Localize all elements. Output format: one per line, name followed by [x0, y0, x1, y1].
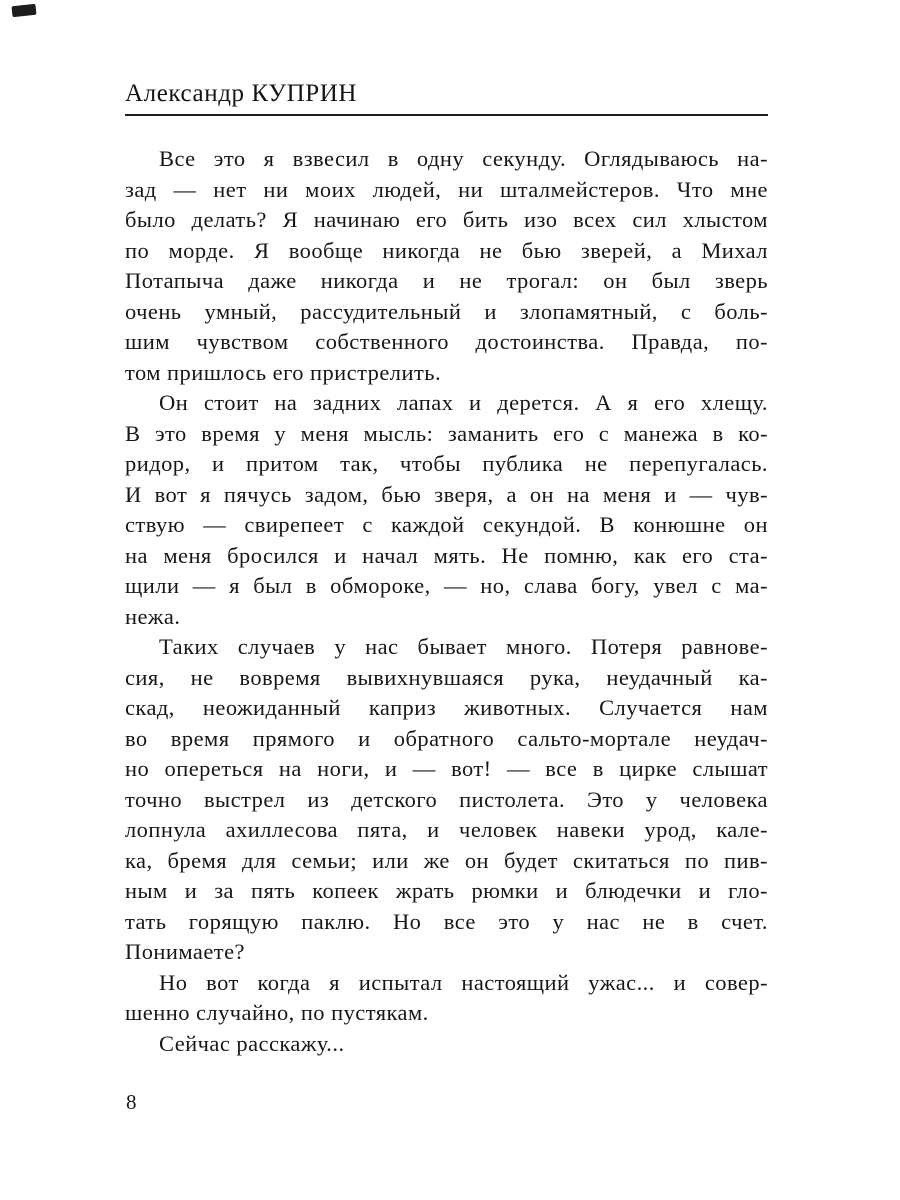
- text-line: ридор, и притом так, чтобы публика не перепугалась.: [125, 451, 768, 476]
- text-line: скад, неожиданный каприз животных. Случается нам: [125, 695, 768, 720]
- text-line: во время прямого и обратного сальто-мортале неудач-: [125, 725, 768, 751]
- text-block: [125, 144, 768, 1059]
- scan-artifact: [11, 4, 36, 17]
- text-line: И вот я пячусь задом, бью зверя, а он на меня и — чув-: [125, 481, 768, 507]
- text-line: Все это я взвесил в одну секунду. Оглядываюсь на-: [159, 146, 768, 171]
- text-line: нежа.: [125, 603, 181, 629]
- text-line: ка, бремя для семьи; или же он будет скитаться по пив-: [125, 847, 768, 873]
- text-line: том пришлось его пристрелить.: [125, 359, 442, 385]
- text-line: Таких случаев у нас бывает много. Потеря равнове-: [159, 634, 768, 659]
- paragraph: [125, 388, 768, 632]
- text-line: Сейчас расскажу...: [159, 1030, 345, 1056]
- paragraph: [125, 144, 768, 388]
- text-line: Понимаете?: [125, 939, 245, 964]
- paragraph: [125, 632, 768, 968]
- text-line: щили — я был в обмороке, — но, слава богу, увел с ма-: [125, 573, 768, 598]
- text-line: шим чувством собственного достоинства. Правда, по-: [125, 329, 768, 354]
- text-line: сия, не вовремя вывихнувшаяся рука, неудачный ка-: [125, 664, 768, 690]
- text-line: Он стоит на задних лапах и дерется. А я его хлещу.: [159, 390, 768, 415]
- text-line: но опереться на ноги, и — вот! — все в цирке слышат: [125, 756, 768, 781]
- text-line: тать горящую паклю. Но все это у нас не в счет.: [125, 908, 768, 934]
- text-line: лопнула ахиллесова пята, и человек навеки урод, кале-: [125, 817, 768, 842]
- author-header: Александр КУПРИН: [125, 80, 358, 107]
- text-line: точно выстрел из детского пистолета. Это у человека: [125, 786, 768, 812]
- text-line: по морде. Я вообще никогда не бью зверей, а Михал: [125, 237, 768, 263]
- text-line: ствую — свирепеет с каждой секундой. В конюшне он: [125, 512, 768, 537]
- page-number: 8: [126, 1090, 137, 1114]
- text-line: очень умный, рассудительный и злопамятный, с боль-: [125, 298, 768, 324]
- header-rule: [125, 114, 768, 116]
- text-line: ным и за пять копеек жрать рюмки и блюдечки и гло-: [125, 878, 768, 903]
- text-line: на меня бросился и начал мять. Не помню, как его ста-: [125, 542, 768, 568]
- text-line: шенно случайно, по пустякам.: [125, 1000, 429, 1025]
- text-line: было делать? Я начинаю его бить изо всех сил хлыстом: [125, 207, 768, 232]
- text-line: Потапыча даже никогда и не трогал: он был зверь: [125, 268, 768, 293]
- text-line: Но вот когда я испытал настоящий ужас... и совер-: [159, 969, 768, 995]
- text-line: зад — нет ни моих людей, ни шталмейстеров. Что мне: [125, 176, 768, 202]
- paragraph: [125, 968, 768, 1029]
- text-line: В это время у меня мысль: заманить его с манежа в ко-: [125, 420, 768, 446]
- paragraph: [125, 1029, 768, 1060]
